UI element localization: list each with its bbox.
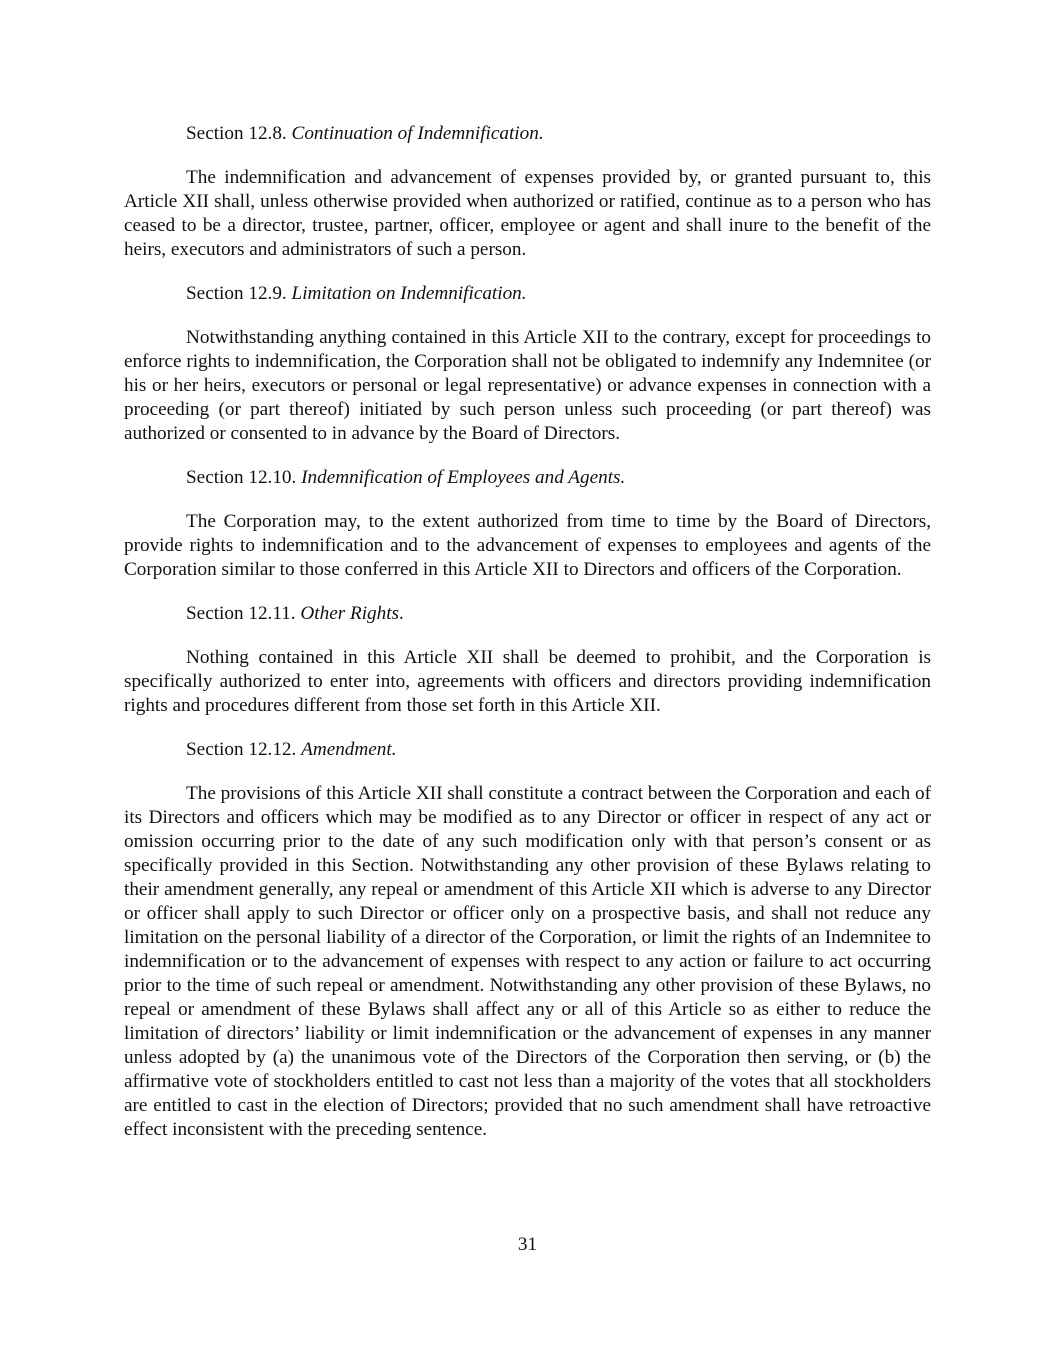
page-number: 31 [517, 1234, 538, 1255]
section-body-12-11: Nothing contained in this Article XII shall be deemed to prohibit, and the Corporation is specifically authorized to enter into, agreements with officers and directors providing indemnification rights and procedures different from those set forth in this Article XII. [124, 647, 931, 716]
section-number: Section 12.12. [186, 739, 302, 760]
section-number: Section 12.8. [186, 123, 292, 144]
section-heading-12-10 [124, 466, 931, 490]
section-title: Limitation on Indemnification. [291, 283, 527, 304]
section-heading-12-11 [124, 602, 931, 626]
section-number: Section 12.10. [186, 467, 302, 488]
section-body-12-9: Notwithstanding anything contained in this Article XII to the contrary, except for proceedings to enforce rights to indemnification, the Corporation shall not be obligated to indemnify any Indemnitee (or his or her heirs, executors or personal or legal representative) or advance expenses in connection with a proceeding (or part thereof) initiated by such person unless such proceeding (or part thereof) was authorized or consented to in advance by the Board of Directors. [124, 327, 931, 444]
section-body-12-8: The indemnification and advancement of expenses provided by, or granted pursuant to, this Article XII shall, unless otherwise provided when authorized or ratified, continue as to a person who has ceased to be a director, trustee, partner, officer, employee or agent and shall inure to the benefit of the heirs, executors and administrators of such a person. [124, 167, 931, 260]
section-body-12-10: The Corporation may, to the extent authorized from time to time by the Board of Directors, provide rights to indemnification and to the advancement of expenses to employees and agents of the Corporation similar to those conferred in this Article XII to Directors and officers of the Corporation. [124, 511, 931, 580]
section-number: Section 12.9. [186, 283, 292, 304]
section-heading-12-12 [124, 738, 931, 762]
section-number: Section 12.11. [186, 603, 301, 624]
section-title: Amendment. [301, 739, 397, 760]
section-title: Indemnification of Employees and Agents. [301, 467, 626, 488]
section-body-12-12: The provisions of this Article XII shall constitute a contract between the Corporation and each of its Directors and officers which may be modified as to any Director or officer in respect of any act or omission occurring prior to the date of any such modification only with that person’s consent or as specifically provided in this Section. Notwithstanding any other provision of these Bylaws relating to their amendment generally, any repeal or amendment of this Article XII which is adverse to any Director or officer shall apply to such Director or officer only on a prospective basis, and shall not reduce any limitation on the personal liability of a director of the Corporation, or limit the rights of an Indemnitee to indemnification or to the advancement of expenses with respect to any action or failure to act occurring prior to the time of such repeal or amendment. Notwithstanding any other provision of these Bylaws, no repeal or amendment of these Bylaws shall affect any or all of this Article so as either to reduce the limitation of directors’ liability or limit indemnification or the advancement of expenses in any manner unless adopted by (a) the unanimous vote of the Directors of the Corporation then serving, or (b) the affirmative vote of stockholders entitled to cast not less than a majority of the votes that all stockholders are entitled to cast in the election of Directors; provided that no such amendment shall have retroactive effect inconsistent with the preceding sentence. [124, 783, 931, 1140]
section-title: Continuation of Indemnification. [291, 123, 544, 144]
section-heading-12-8 [124, 122, 931, 146]
section-title: Other Rights [300, 603, 400, 624]
section-heading-12-9 [124, 282, 931, 306]
document-page [124, 122, 931, 1162]
section-heading-suffix: . [399, 603, 404, 624]
